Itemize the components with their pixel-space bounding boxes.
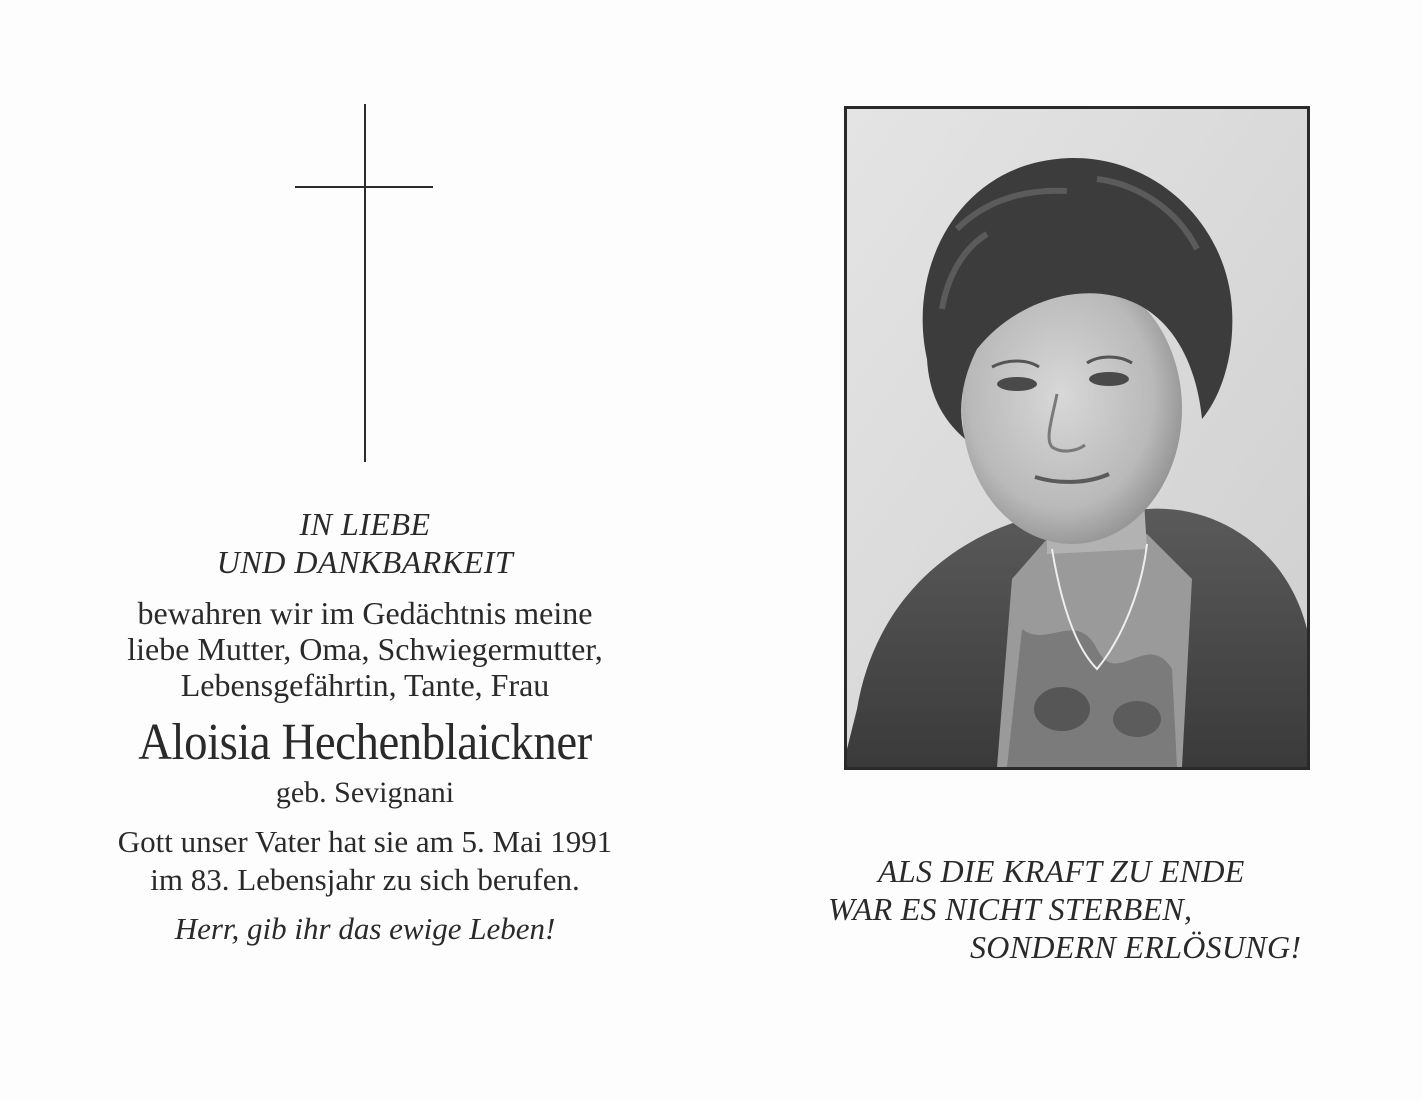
dedication (60, 505, 670, 581)
cross-icon (364, 104, 366, 462)
quote-line-3: SONDERN ERLÖSUNG! (970, 929, 1302, 965)
memorial-quote (820, 852, 1340, 966)
death-notice (60, 823, 670, 899)
maiden-name: geb. Sevignani (275, 776, 455, 809)
portrait-illustration (847, 109, 1307, 767)
intro-line-2: liebe Mutter, Oma, Schwiegermutter, (127, 631, 603, 667)
death-notice-line-2: im 83. Lebensjahr zu sich berufen. (150, 862, 580, 897)
intro-line-3: Lebensgefährtin, Tante, Frau (180, 667, 550, 703)
portrait-photo (844, 106, 1310, 770)
dedication-line-1: IN LIEBE (299, 506, 431, 542)
intro-text (60, 595, 670, 703)
prayer: Herr, gib ihr das ewige Leben! (174, 911, 556, 946)
cross-icon-bar (295, 186, 433, 188)
dedication-line-2: UND DANKBARKEIT (216, 544, 514, 580)
memorial-text (60, 505, 670, 947)
intro-line-1: bewahren wir im Gedächtnis meine (137, 595, 593, 631)
quote-line-1: ALS DIE KRAFT ZU ENDE (878, 853, 1245, 889)
death-notice-line-1: Gott unser Vater hat sie am 5. Mai 1991 (117, 824, 613, 859)
deceased-name: Aloisia Hechenblaickner (138, 714, 592, 771)
quote-line-2: WAR ES NICHT STERBEN, (828, 891, 1193, 927)
